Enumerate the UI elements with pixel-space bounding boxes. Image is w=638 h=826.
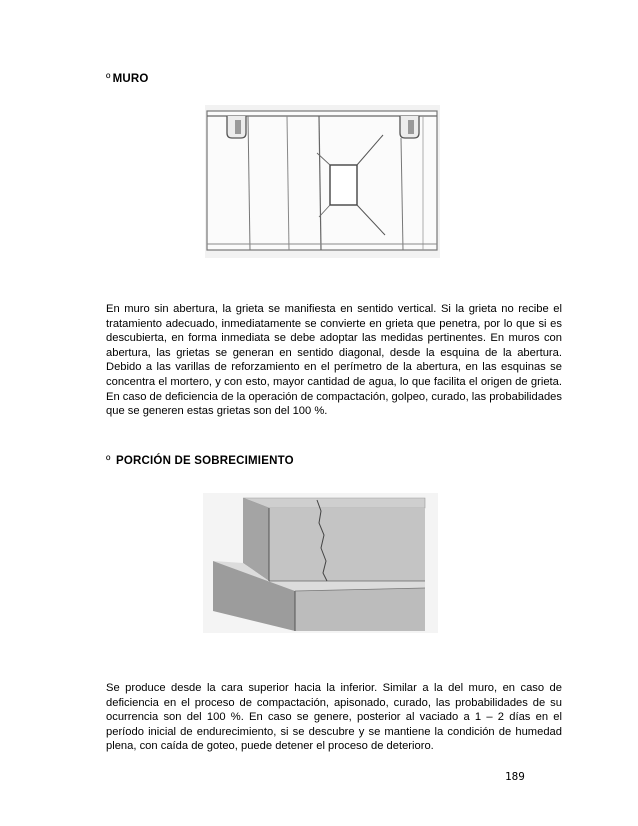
- heading-title: MURO: [112, 73, 149, 85]
- section-heading-muro: [106, 71, 149, 85]
- heading-title: PORCIÓN DE SOBRECIMIENTO: [116, 455, 294, 467]
- sobrecimiento-paragraph: Se produce desde la cara superior hacia la inferior. Similar a la del muro, en caso de deficiencia en el proceso de compactación, apisonado, curado, las probabilidades de su ocurrencia son del 100 %. En caso se genere, posterior al vaciado a 1 – 2 días en el período inicial de endurecimiento, si se descubre y se mantiene la condición de humedad plena, con caída de goteo, puede detener el proceso de deterioro.: [106, 682, 562, 753]
- heading-bullet: º: [106, 71, 111, 85]
- wall-crack-diagram: [205, 105, 440, 258]
- heading-bullet: º: [106, 453, 111, 467]
- wall-crack-illustration: [205, 105, 440, 258]
- page-number: 189: [505, 770, 525, 783]
- sobrecimiento-illustration: [203, 493, 438, 633]
- sobrecimiento-crack-diagram: [203, 493, 438, 633]
- muro-paragraph: En muro sin abertura, la grieta se manifiesta en sentido vertical. Si la grieta no recibe el tratamiento adecuado, inmediatamente se convierte en grieta que penetra, por lo que si es descubierta, en forma inmediata se debe adoptar las medidas pertinentes. En muros con abertura, las grietas se generan en sentido diagonal, desde la esquina de la abertura. Debido a las varillas de reforzamiento en el perímetro de la abertura, en las esquinas se concentra el mortero, y con esto, mayor cantidad de agua, lo que facilita el origen de grieta. En caso de deficiencia de la operación de compactación, golpeo, curado, las probabilidades que se generen estas grietas son del 100 %.: [106, 303, 562, 418]
- section-heading-sobrecimiento: [106, 453, 294, 467]
